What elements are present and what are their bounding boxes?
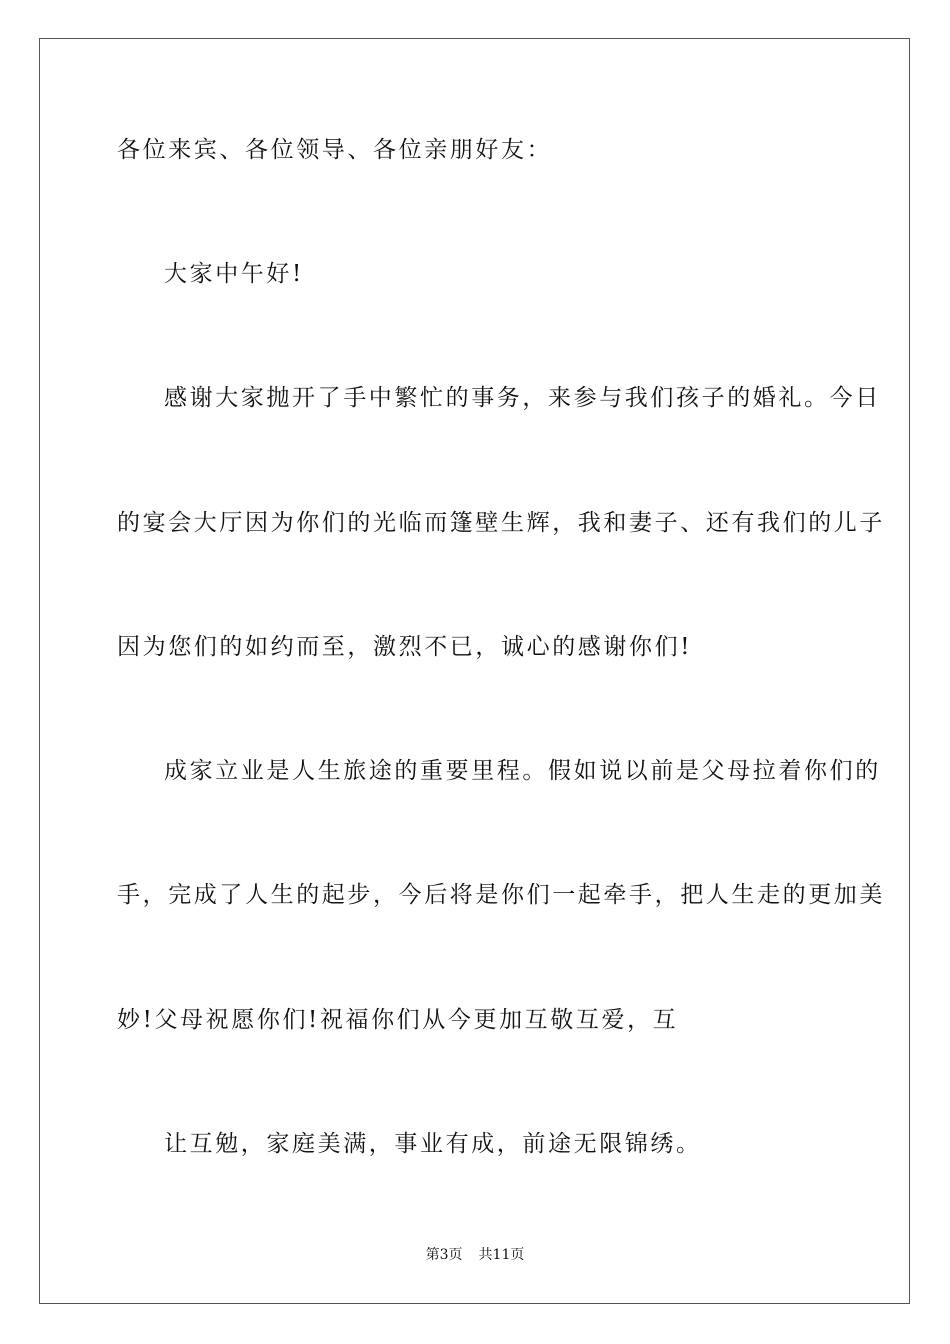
paragraph-line: 感谢大家抛开了手中繁忙的事务，来参与我们孩子的婚礼。今日: [164, 385, 881, 411]
paragraph-line: 成家立业是人生旅途的重要里程。假如说以前是父母拉着你们的: [164, 758, 881, 784]
paragraph-line: 因为您们的如约而至，激烈不已，诚心的感谢你们!: [117, 634, 693, 660]
page-footer: [0, 1246, 950, 1264]
page-border: [39, 38, 910, 1304]
page-number: 第3页: [425, 1247, 463, 1263]
paragraph-line: 手，完成了人生的起步，今后将是你们一起牵手，把人生走的更加美: [117, 882, 885, 908]
page-total: 共11页: [478, 1247, 525, 1263]
paragraph-line: 让互勉，家庭美满，事业有成，前途无限锦绣。: [164, 1131, 702, 1157]
paragraph-line: 妙!父母祝愿你们!祝福你们从今更加互敬互爱，互: [117, 1007, 679, 1033]
greeting-line: 大家中午好!: [164, 261, 304, 287]
salutation-line: 各位来宾、各位领导、各位亲朋好友：: [117, 137, 553, 163]
paragraph-line: 的宴会大厅因为你们的光临而篷壁生辉，我和妻子、还有我们的儿子: [117, 510, 885, 536]
